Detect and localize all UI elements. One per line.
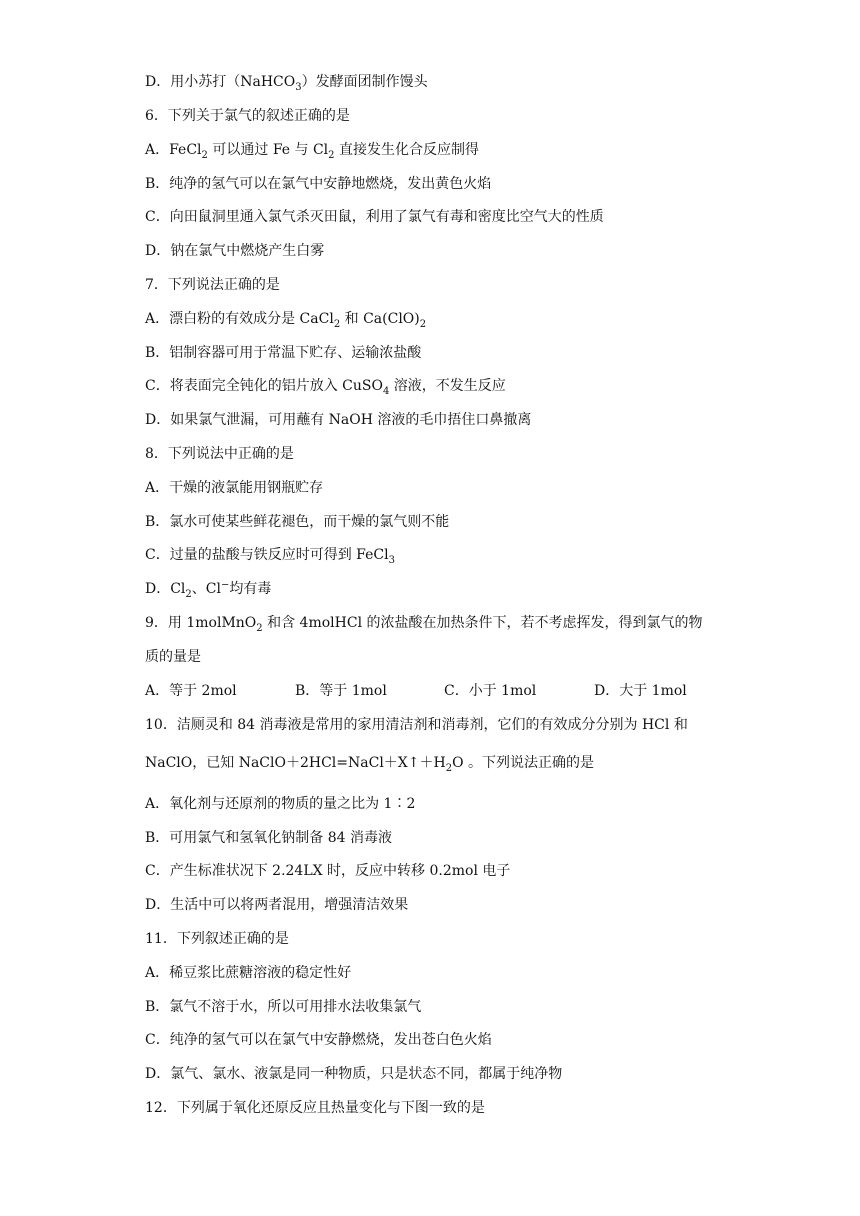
q8-option-d	[145, 579, 271, 599]
q6-option-a-sub1: 2	[201, 149, 208, 161]
q8-option-d-text1: D．Cl	[145, 581, 186, 597]
q9-option-d: D．大于 1mol	[594, 683, 687, 699]
q10-option-d: D．生活中可以将两者混用，增强清洁效果	[145, 897, 409, 913]
q8-option-d-text3: 均有毒	[229, 581, 272, 597]
q8-option-a: A．干燥的液氯能用钢瓶贮存	[145, 480, 324, 496]
q9-stem-line2: 质的量是	[145, 649, 201, 665]
q7-option-a-sub2: 2	[419, 318, 427, 330]
q7-option-b: B．铝制容器可用于常温下贮存、运输浓盐酸	[145, 345, 422, 361]
q8-option-b: B．氯水可使某些鲜花褪色，而干燥的氯气则不能	[145, 514, 450, 530]
q9-stem-sub: 2	[256, 622, 263, 634]
q10-option-c: C．产生标准状况下 2.24LX 时，反应中转移 0.2mol 电子	[145, 863, 511, 879]
q6-option-c: C．向田鼠洞里通入氯气杀灭田鼠，利用了氯气有毒和密度比空气大的性质	[145, 209, 604, 225]
q10-stem-sub: 2	[445, 762, 453, 774]
q12-stem: 12．下列属于氧化还原反应且热量变化与下图一致的是	[145, 1100, 485, 1116]
q8-option-c	[145, 545, 395, 565]
q10-stem-line2	[145, 753, 594, 773]
q5-option-d-text1: D．用小苏打（NaHCO	[145, 74, 296, 90]
q7-option-d: D．如果氯气泄漏，可用蘸有 NaOH 溶液的毛巾捂住口鼻撤离	[145, 412, 532, 428]
q7-option-c	[145, 376, 506, 396]
q6-option-a-text3: 直接发生化合反应制得	[334, 142, 479, 158]
q6-option-a-text2: 可以通过 Fe 与 Cl	[207, 142, 329, 158]
q9-option-b: B．等于 1mol	[295, 683, 387, 699]
q8-stem: 8．下列说法中正确的是	[145, 446, 294, 462]
q10-stem-text1: NaClO，已知 NaClO＋2HCl=NaCl＋X↑＋H	[145, 755, 446, 771]
q7-stem: 7．下列说法正确的是	[145, 277, 280, 293]
q7-option-c-text1: C．将表面完全钝化的铝片放入 CuSO	[145, 378, 383, 394]
q10-stem-line1: 10．洁厕灵和 84 消毒液是常用的家用清洁剂和消毒剂，它们的有效成分分别为 HCl 和	[145, 717, 688, 733]
q8-option-d-sup: −	[221, 579, 230, 591]
q6-option-d: D．钠在氯气中燃烧产生白雾	[145, 243, 325, 259]
q9-stem-line1	[145, 613, 703, 633]
q10-option-a: A．氧化剂与还原剂的物质的量之比为 1∶2	[145, 796, 416, 812]
q7-option-a-text1: A．漂白粉的有效成分是 CaCl	[145, 311, 334, 327]
q7-option-c-sub: 4	[382, 385, 390, 397]
q8-option-d-sub: 2	[185, 588, 192, 600]
q11-option-b: B．氯气不溶于水，所以可用排水法收集氯气	[145, 999, 422, 1015]
q6-option-b: B．纯净的氢气可以在氯气中安静地燃烧，发出黄色火焰	[145, 176, 492, 192]
q8-option-d-text2: 、Cl	[191, 581, 221, 597]
q6-option-a-sub2: 2	[328, 149, 335, 161]
q9-stem-text1: 9．用 1molMnO	[145, 615, 257, 631]
q10-stem-text2: O 。下列说法正确的是	[452, 755, 595, 771]
q5-option-d	[145, 72, 428, 92]
q11-option-d: D．氯气、氯水、液氯是同一种物质，只是状态不同，都属于纯净物	[145, 1066, 563, 1082]
q7-option-a-sub1: 2	[333, 318, 341, 330]
q9-stem-text2: 和含 4molHCl 的浓盐酸在加热条件下，若不考虑挥发，得到氯气的物	[262, 615, 703, 631]
q11-stem: 11．下列叙述正确的是	[145, 931, 289, 947]
q7-option-c-text2: 溶液，不发生反应	[389, 378, 506, 394]
q8-option-c-text: C．过量的盐酸与铁反应时可得到 FeCl	[145, 547, 389, 563]
q7-option-a	[145, 309, 426, 329]
q11-option-a: A．稀豆浆比蔗糖溶液的稳定性好	[145, 965, 352, 981]
q9-option-a: A．等于 2mol	[145, 683, 237, 699]
q6-option-a-text1: A．FeCl	[145, 142, 202, 158]
q7-option-a-text2: 和 Ca(ClO)	[340, 311, 420, 327]
q6-option-a	[145, 140, 479, 160]
q10-option-b: B．可用氯气和氢氧化钠制备 84 消毒液	[145, 830, 393, 846]
q6-stem: 6．下列关于氯气的叙述正确的是	[145, 108, 350, 124]
q5-option-d-sub: 3	[295, 81, 302, 93]
q5-option-d-text2: ）发酵面团制作馒头	[301, 74, 428, 90]
q9-option-c: C．小于 1mol	[444, 683, 537, 699]
q8-option-c-sub: 3	[388, 554, 395, 566]
q11-option-c: C．纯净的氢气可以在氯气中安静燃烧，发出苍白色火焰	[145, 1032, 492, 1048]
